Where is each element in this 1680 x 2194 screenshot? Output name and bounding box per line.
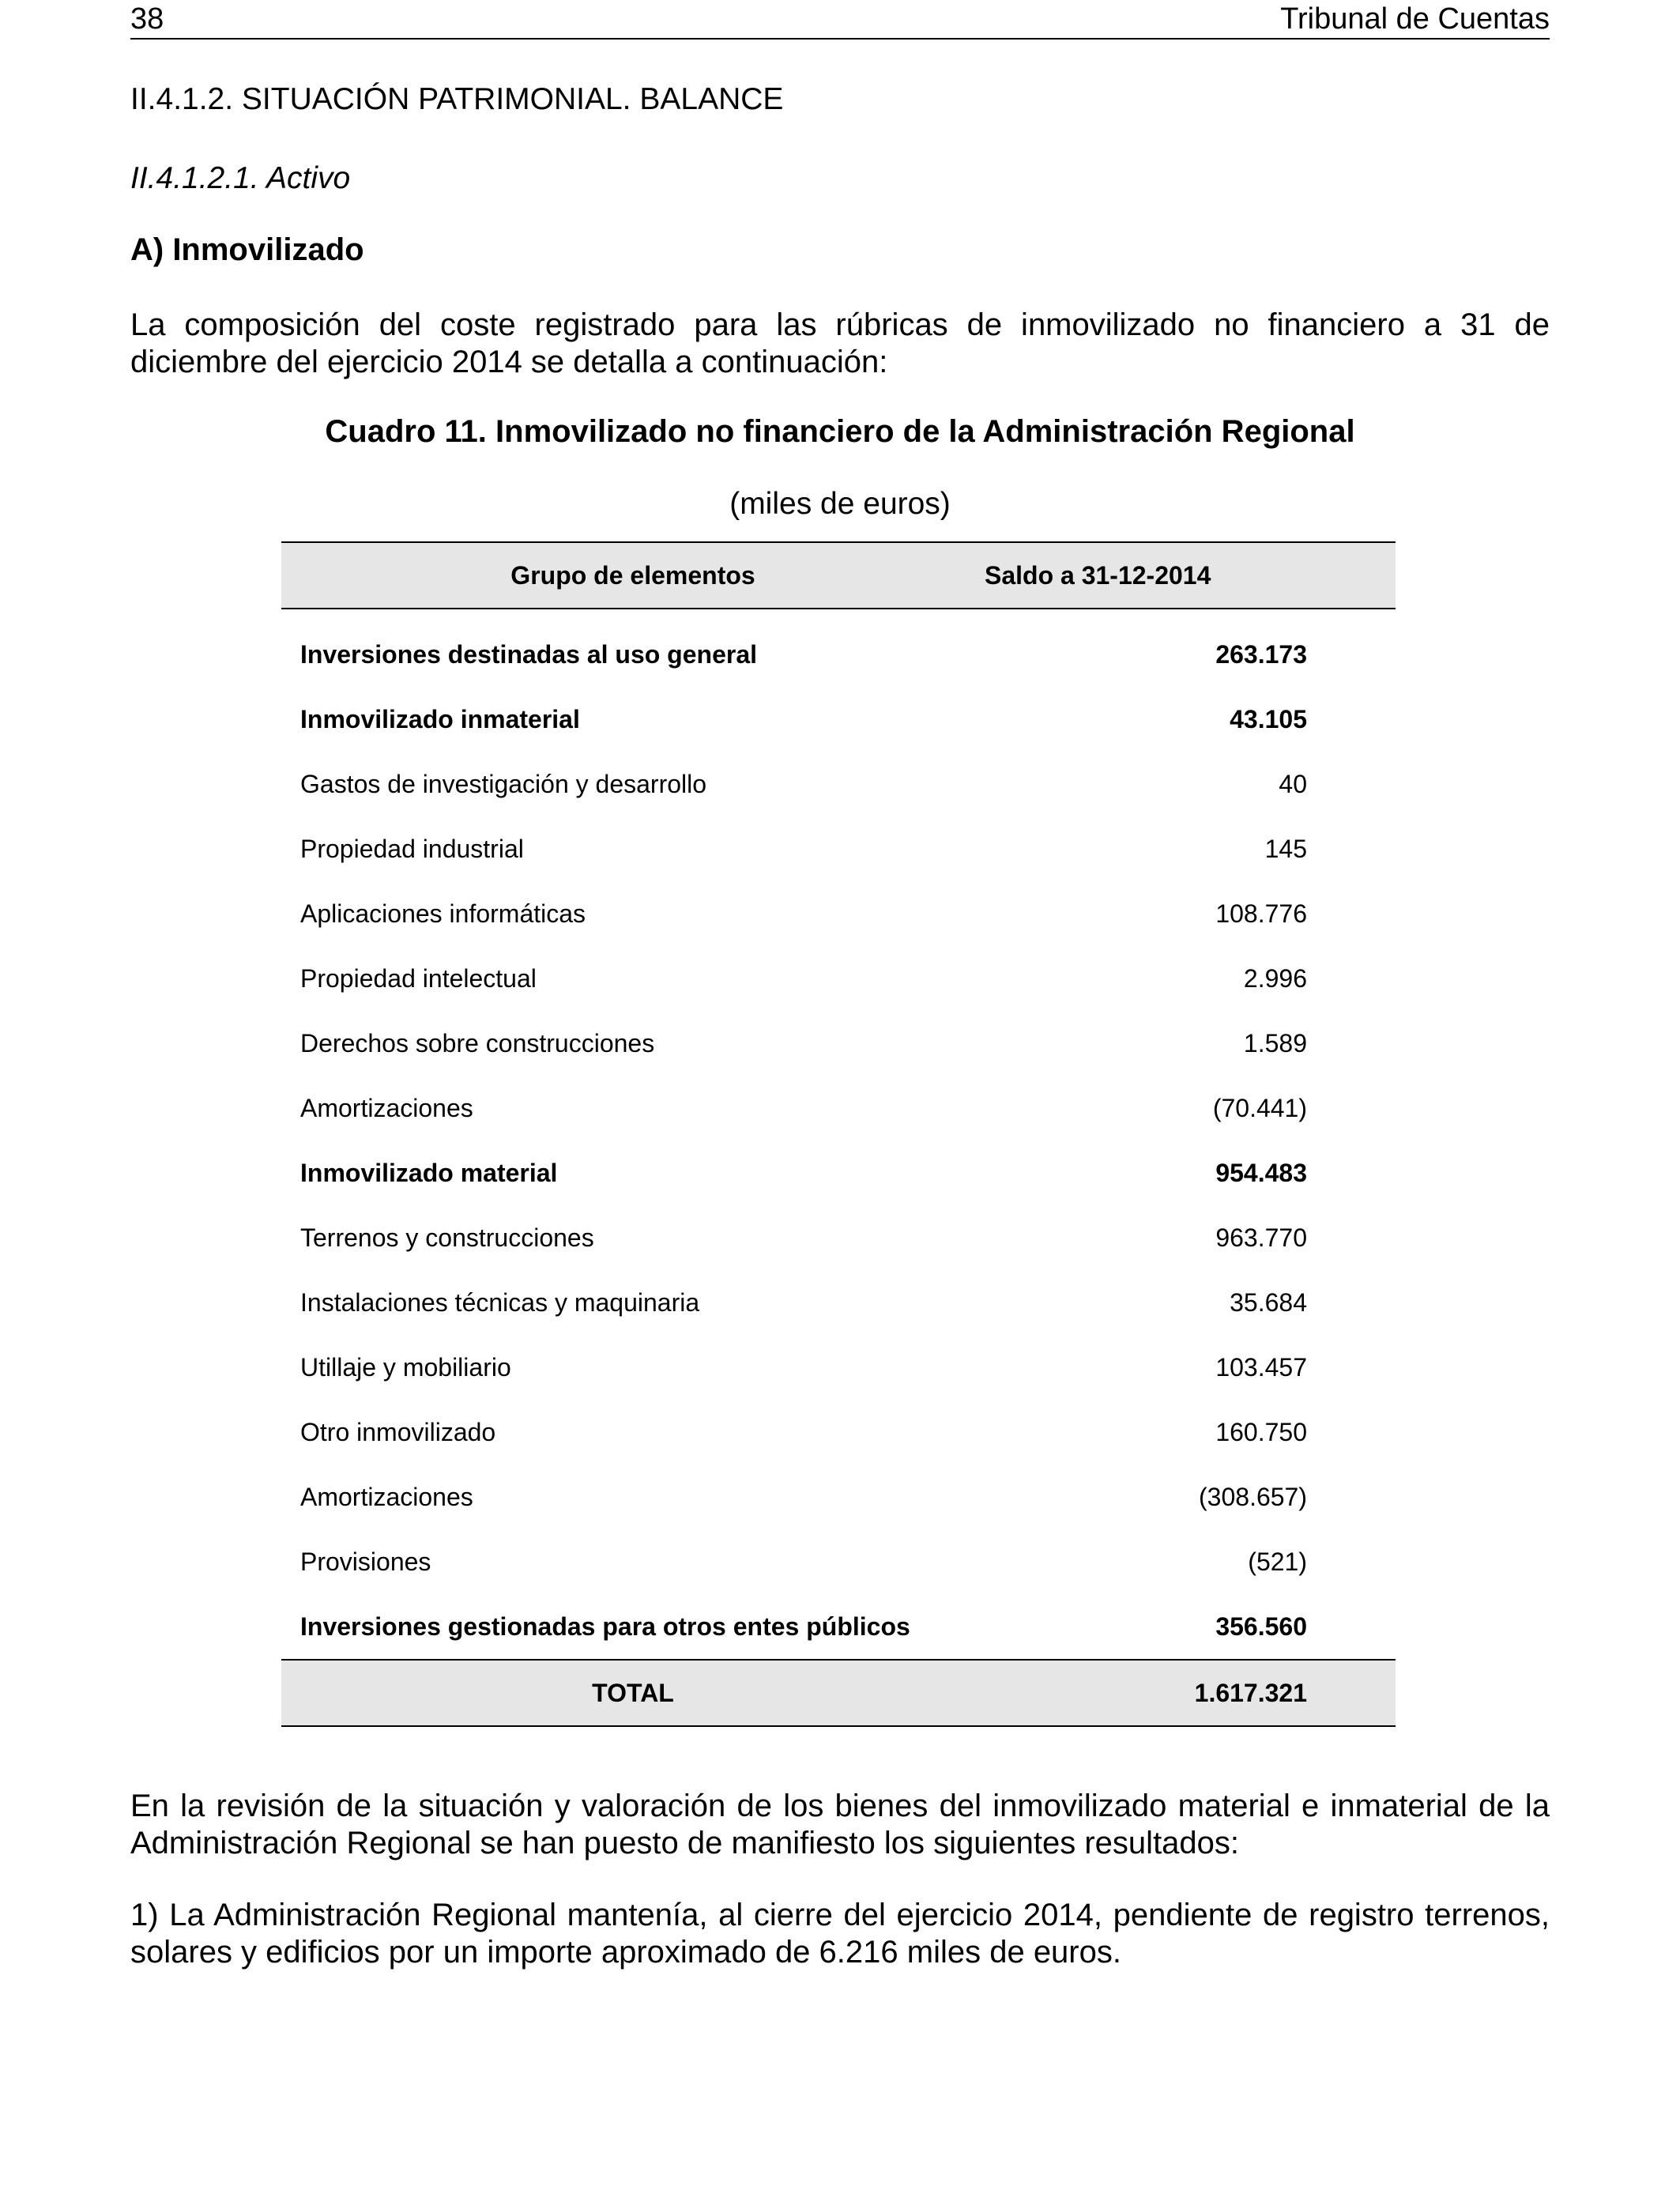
row-value: 35.684 bbox=[1230, 1287, 1307, 1317]
table-units: (miles de euros) bbox=[729, 487, 951, 521]
table-row bbox=[281, 1140, 1396, 1205]
row-label: Instalaciones técnicas y maquinaria bbox=[300, 1287, 700, 1317]
row-label: Utillaje y mobiliario bbox=[300, 1352, 511, 1382]
row-value: 40 bbox=[1279, 769, 1307, 798]
row-value: 2.996 bbox=[1243, 963, 1307, 993]
total-value: 1.617.321 bbox=[985, 1660, 1396, 1726]
subheading: A) Inmovilizado bbox=[130, 232, 364, 267]
row-value: (70.441) bbox=[1212, 1093, 1307, 1122]
column-header-group: Grupo de elementos bbox=[281, 542, 985, 609]
row-value: 103.457 bbox=[1215, 1352, 1307, 1382]
section-heading: II.4.1.2. SITUACIÓN PATRIMONIAL. BALANCE bbox=[130, 82, 784, 116]
row-value: 160.750 bbox=[1215, 1417, 1307, 1446]
table-row bbox=[281, 1011, 1396, 1076]
row-value: 145 bbox=[1264, 834, 1307, 863]
publisher-name: Tribunal de Cuentas bbox=[1280, 2, 1550, 36]
row-label: Terrenos y construcciones bbox=[300, 1223, 594, 1252]
row-value: 1.589 bbox=[1243, 1028, 1307, 1057]
column-header-balance: Saldo a 31-12-2014 bbox=[985, 542, 1396, 609]
total-label: TOTAL bbox=[281, 1660, 985, 1726]
table-row bbox=[281, 1205, 1396, 1270]
row-value: 954.483 bbox=[1215, 1158, 1307, 1187]
intro-paragraph: La composición del coste registrado para las rúbricas de inmovilizado no financiero a 31 de diciembre del ejercicio 2014 se detalla a continuación: bbox=[130, 307, 1550, 379]
finding-paragraph: 1) La Administración Regional mantenía, al cierre del ejercicio 2014, pendiente de registro terrenos, solares y edificios por un importe aproximado de 6.216 miles de euros. bbox=[130, 1898, 1550, 1970]
table-row bbox=[281, 1529, 1396, 1594]
page-number: 38 bbox=[130, 2, 164, 36]
row-label: Derechos sobre construcciones bbox=[300, 1028, 655, 1057]
table-caption: Cuadro 11. Inmovilizado no financiero de la Administración Regional bbox=[325, 414, 1355, 449]
table-row bbox=[281, 1335, 1396, 1400]
subsection-heading: II.4.1.2.1. Activo bbox=[130, 161, 351, 195]
table-header-row bbox=[281, 542, 1396, 609]
row-label: Gastos de investigación y desarrollo bbox=[300, 769, 707, 798]
row-value: 963.770 bbox=[1215, 1223, 1307, 1252]
row-label: Provisiones bbox=[300, 1547, 431, 1576]
row-value: 108.776 bbox=[1215, 899, 1307, 928]
row-value: 356.560 bbox=[1215, 1612, 1307, 1641]
table-row bbox=[281, 1076, 1396, 1140]
row-label: Inversiones gestionadas para otros entes públicos bbox=[300, 1612, 910, 1641]
table-row bbox=[281, 622, 1396, 687]
assets-table bbox=[281, 541, 1396, 1727]
row-label: Aplicaciones informáticas bbox=[300, 899, 586, 928]
table-row bbox=[281, 1594, 1396, 1660]
row-label: Propiedad intelectual bbox=[300, 963, 537, 993]
row-label: Inmovilizado material bbox=[300, 1158, 558, 1187]
table-spacer bbox=[281, 609, 1396, 622]
row-value: (521) bbox=[1248, 1547, 1307, 1576]
page-header bbox=[130, 0, 1550, 40]
row-label: Inversiones destinadas al uso general bbox=[300, 639, 757, 669]
table-row bbox=[281, 1465, 1396, 1529]
row-label: Propiedad industrial bbox=[300, 834, 524, 863]
row-value: (308.657) bbox=[1199, 1482, 1307, 1511]
row-value: 43.105 bbox=[1230, 704, 1307, 733]
table-row bbox=[281, 752, 1396, 816]
table-row bbox=[281, 1270, 1396, 1335]
row-label: Otro inmovilizado bbox=[300, 1417, 496, 1446]
table-row bbox=[281, 687, 1396, 752]
row-label: Amortizaciones bbox=[300, 1093, 473, 1122]
table-total-row bbox=[281, 1660, 1396, 1726]
table-row bbox=[281, 1400, 1396, 1465]
row-label: Amortizaciones bbox=[300, 1482, 473, 1511]
results-paragraph: En la revisión de la situación y valoración de los bienes del inmovilizado material e inmaterial de la Administración Regional se han puesto de manifiesto los siguientes resultados: bbox=[130, 1789, 1550, 1860]
table-row bbox=[281, 881, 1396, 946]
row-label: Inmovilizado inmaterial bbox=[300, 704, 580, 733]
row-value: 263.173 bbox=[1215, 639, 1307, 669]
table-row bbox=[281, 946, 1396, 1011]
table-row bbox=[281, 816, 1396, 881]
